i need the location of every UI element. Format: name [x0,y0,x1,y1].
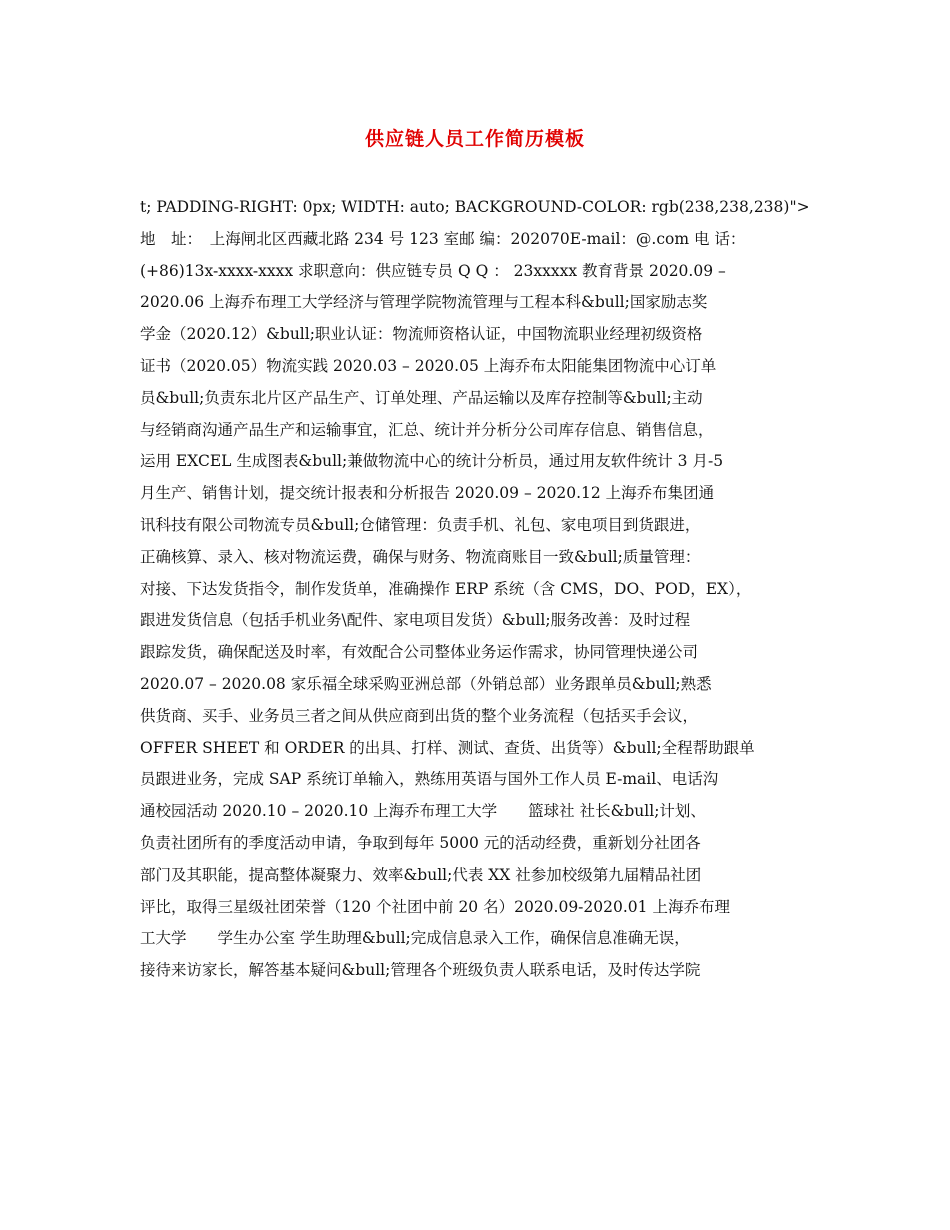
body-line: 讯科技有限公司物流专员&bull;仓储管理：负责手机、礼包、家电项目到货跟进， [140,515,701,534]
body-line: 对接、下达发货指令，制作发货单，准确操作 ERP 系统（含 CMS，DO、POD，EX）， [140,579,752,598]
body-line: 月生产、销售计划，提交统计报表和分析报告 2020.09 – 2020.12 上海乔布集团通 [140,484,715,503]
body-line: 跟踪发货，确保配送及时率，有效配合公司整体业务运作需求，协同管理快递公司 [140,643,699,662]
body-line: 供货商、买手、业务员三者之间从供应商到出货的整个业务流程（包括买手会议， [140,706,699,725]
body-line: 跟进发货信息（包括手机业务\配件、家电项目发货）&bull;服务改善：及时过程 [140,611,691,630]
body-line: t; PADDING-RIGHT: 0px; WIDTH: auto; BACKGROUND-COLOR: rgb(238,238,238)"> [140,198,810,216]
document-body [140,192,815,987]
body-line: 部门及其职能，提高整体凝聚力、效率&bull;代表 XX 社参加校级第九届精品社团 [140,865,702,884]
body-line: OFFER SHEET 和 ORDER 的出具、打样、测试、查货、出货等）&bull;全程帮助跟单 [140,738,755,757]
body-line: 2020.06 上海乔布理工大学经济与管理学院物流管理与工程本科&bull;国家励志奖 [140,293,708,312]
document-title: 供应链人员工作简历模板 [364,128,585,150]
body-line: 员&bull;负责东北片区产品生产、订单处理、产品运输以及库存控制等&bull;主动 [140,388,703,407]
body-line: 证书（2020.05）物流实践 2020.03 – 2020.05 上海乔布太阳能集团物流中心订单 [140,356,717,375]
body-line: 员跟进业务，完成 SAP 系统订单输入，熟练用英语与国外工作人员 E-mail、电话沟 [140,770,719,789]
body-line: 2020.07 – 2020.08 家乐福全球采购亚洲总部（外销总部）业务跟单员&bull;熟悉 [140,674,712,693]
body-line: 工大学 学生办公室 学生助理&bull;完成信息录入工作，确保信息准确无误， [140,929,690,948]
body-line: 正确核算、录入、核对物流运费，确保与财务、物流商账目一致&bull;质量管理： [140,547,701,566]
body-line: 接待来访家长，解答基本疑问&bull;管理各个班级负责人联系电话，及时传达学院 [140,961,701,980]
body-line: 负责社团所有的季度活动申请，争取到每年 5000 元的活动经费，重新划分社团各 [140,833,701,852]
body-line: 通校园活动 2020.10 – 2020.10 上海乔布理工大学 篮球社 社长&bull;计划、 [140,802,706,821]
body-line: (+86)13x-xxxx-xxxx 求职意向：供应链专员 Q Q ： 23xxxxx 教育背景 2020.09 – [140,261,726,280]
body-line: 评比，取得三星级社团荣誉（120 个社团中前 20 名）2020.09-2020.01 上海乔布理 [140,897,730,916]
body-line: 学金（2020.12）&bull;职业认证：物流师资格认证，中国物流职业经理初级资格 [140,325,703,344]
body-line: 地 址： 上海闸北区西藏北路 234 号 123 室邮 编：202070E-mail：@.com 电 话： [140,229,746,248]
body-line: 运用 EXCEL 生成图表&bull;兼做物流中心的统计分析员，通过用友软件统计 3 月-5 [140,452,724,471]
body-line: 与经销商沟通产品生产和运输事宜，汇总、统计并分析分公司库存信息、销售信息， [140,420,714,439]
